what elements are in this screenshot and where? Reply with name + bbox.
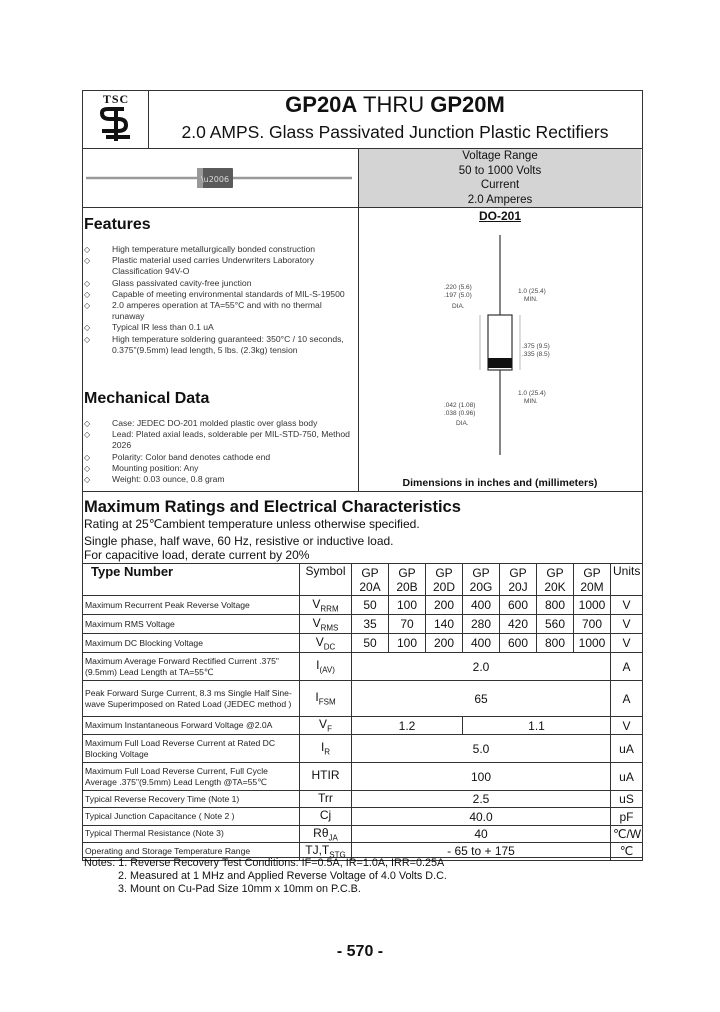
dim-body-len: .375 (9.5) bbox=[522, 343, 550, 350]
dim-body-dia: .220 (5.6) bbox=[444, 284, 472, 291]
mechanical-item: ◇ Weight: 0.03 ounce, 0.8 gram bbox=[84, 474, 356, 485]
title-thru: THRU bbox=[357, 92, 431, 117]
type-number-header: Type Number bbox=[83, 564, 300, 596]
logo-divider bbox=[148, 91, 149, 148]
dim-lead-dia2: .038 (0.96) bbox=[444, 410, 476, 417]
spec-box bbox=[359, 149, 641, 207]
dim-body-len2: .335 (8.5) bbox=[522, 351, 550, 358]
dim-lead-len-b: 1.0 (25.4) bbox=[518, 390, 546, 397]
symbol-cell: $R\theta_{JA}$ bbox=[300, 825, 352, 842]
value-cell: 200 bbox=[426, 634, 463, 653]
package-drawing bbox=[460, 230, 540, 470]
dimensions-caption: Dimensions in inches and (millimeters) bbox=[402, 477, 598, 489]
unit-cell: A bbox=[611, 681, 643, 717]
mechanical-item: ◇ Lead: Plated axial leads, solderable per MIL-STD-750, Method 2026 bbox=[84, 429, 356, 451]
symbol-cell: Cj bbox=[300, 808, 352, 825]
type-col-20g: GP 20G bbox=[463, 564, 500, 596]
type-col-20d: GP 20D bbox=[426, 564, 463, 596]
symbol-cell: $V_{RRM}$ bbox=[300, 596, 352, 615]
value-cell: 560 bbox=[537, 615, 574, 634]
value-cell: 1.1 bbox=[463, 717, 611, 735]
mechanical-item: ◇ Mounting position: Any bbox=[84, 463, 356, 474]
table-row bbox=[83, 653, 643, 681]
value-cell: 70 bbox=[389, 615, 426, 634]
param-cell: Maximum Average Forward Rectified Current .375" (9.5mm) Lead Length at TA=55℃ bbox=[83, 653, 300, 681]
symbol-cell: $I_R$ bbox=[300, 735, 352, 763]
param-cell: Operating and Storage Temperature Range bbox=[83, 843, 300, 860]
table-row bbox=[83, 717, 643, 735]
features-heading: Features bbox=[84, 216, 151, 233]
value-cell: 1000 bbox=[574, 634, 611, 653]
value-cell: 400 bbox=[463, 596, 500, 615]
value-cell: 800 bbox=[537, 596, 574, 615]
diode-image bbox=[84, 160, 356, 200]
tsc-logo bbox=[84, 92, 148, 146]
value-cell: 420 bbox=[500, 615, 537, 634]
table-row bbox=[83, 681, 643, 717]
param-cell: Typical Reverse Recovery Time (Note 1) bbox=[83, 791, 300, 808]
dim-lead-dia: .042 (1.08) bbox=[444, 402, 476, 409]
value-cell: 140 bbox=[426, 615, 463, 634]
value-cell: 700 bbox=[574, 615, 611, 634]
value-cell: 40.0 bbox=[352, 808, 611, 825]
ratings-line2: Single phase, half wave, 60 Hz, resistive or inductive load. bbox=[84, 534, 394, 548]
table-row bbox=[83, 735, 643, 763]
value-cell: 5.0 bbox=[352, 735, 611, 763]
value-cell: 40 bbox=[352, 825, 611, 842]
param-cell: Maximum RMS Voltage bbox=[83, 615, 300, 634]
value-cell: - 65 to + 175 bbox=[352, 843, 611, 860]
feature-item: ◇ Glass passivated cavity-free junction bbox=[84, 278, 356, 289]
unit-cell: V bbox=[611, 615, 643, 634]
symbol-cell: Trr bbox=[300, 791, 352, 808]
symbol-cell: $V_F$ bbox=[300, 717, 352, 735]
features-list bbox=[84, 244, 356, 356]
table-row bbox=[83, 634, 643, 653]
value-cell: 600 bbox=[500, 596, 537, 615]
title-part2: GP20M bbox=[430, 92, 505, 117]
table-row bbox=[83, 808, 643, 825]
feature-item: ◇ 2.0 amperes operation at TA=55°C and with no thermal runaway bbox=[84, 300, 356, 322]
type-col-20j: GP 20J bbox=[500, 564, 537, 596]
dim-lead-len-label: MIN. bbox=[524, 296, 538, 303]
mechanical-heading: Mechanical Data bbox=[84, 390, 210, 407]
mechanical-list bbox=[84, 418, 356, 485]
table-row bbox=[83, 791, 643, 808]
feature-item: ◇ High temperature soldering guaranteed: 350°C / 10 seconds, 0.375"(9.5mm) lead length, 5 lbs. (2.3kg) tension bbox=[84, 334, 356, 356]
unit-cell: pF bbox=[611, 808, 643, 825]
ratings-table bbox=[82, 563, 643, 861]
param-cell: Peak Forward Surge Current, 8.3 ms Single Half Sine-wave Superimposed on Rated Load (JEDEC method ) bbox=[83, 681, 300, 717]
ratings-line3: For capacitive load, derate current by 20% bbox=[84, 548, 310, 562]
symbol-cell: $V_{RMS}$ bbox=[300, 615, 352, 634]
value-cell: 100 bbox=[352, 763, 611, 791]
note-2: 2. Measured at 1 MHz and Applied Reverse Voltage of 4.0 Volts D.C. bbox=[118, 869, 447, 882]
param-cell: Maximum Full Load Reverse Current, Full Cycle Average .375"(9.5mm) Lead Length @TA=55℃ bbox=[83, 763, 300, 791]
table-row bbox=[83, 825, 643, 842]
value-cell: 600 bbox=[500, 634, 537, 653]
mechanical-item: ◇ Case: JEDEC DO-201 molded plastic over glass body bbox=[84, 418, 356, 429]
feature-item: ◇ Plastic material used carries Underwriters Laboratory Classification 94V-O bbox=[84, 255, 356, 277]
svg-text:\u2006: \u2006 bbox=[200, 175, 230, 184]
value-cell: 200 bbox=[426, 596, 463, 615]
dim-lead-len: 1.0 (25.4) bbox=[518, 288, 546, 295]
type-col-20b: GP 20B bbox=[389, 564, 426, 596]
dim-body-dia-label: DIA. bbox=[452, 303, 465, 310]
value-cell: 50 bbox=[352, 634, 389, 653]
page-subtitle: 2.0 AMPS. Glass Passivated Junction Plastic Rectifiers bbox=[181, 122, 609, 142]
value-cell: 2.0 bbox=[352, 653, 611, 681]
param-cell: Maximum Recurrent Peak Reverse Voltage bbox=[83, 596, 300, 615]
ratings-heading: Maximum Ratings and Electrical Characteristics bbox=[84, 498, 461, 516]
dim-lead-len-b-label: MIN. bbox=[524, 398, 538, 405]
logo-text: TSC bbox=[102, 92, 130, 106]
param-cell: Maximum Instantaneous Forward Voltage @2.0A bbox=[83, 717, 300, 735]
spec-divider bbox=[82, 207, 642, 208]
value-cell: 100 bbox=[389, 634, 426, 653]
value-cell: 1000 bbox=[574, 596, 611, 615]
symbol-cell: $I_{FSM}$ bbox=[300, 681, 352, 717]
spec-line3: Current bbox=[480, 179, 520, 191]
package-name: DO-201 bbox=[478, 209, 522, 223]
value-cell: 50 bbox=[352, 596, 389, 615]
symbol-cell: $V_{DC}$ bbox=[300, 634, 352, 653]
feature-item: ◇ Capable of meeting environmental standards of MIL-S-19500 bbox=[84, 289, 356, 300]
unit-cell: ℃/W bbox=[611, 825, 643, 842]
unit-cell: uA bbox=[611, 763, 643, 791]
spec-line2: 50 to 1000 Volts bbox=[458, 164, 542, 177]
note-3: 3. Mount on Cu-Pad Size 10mm x 10mm on P.C.B. bbox=[118, 882, 361, 895]
unit-cell: A bbox=[611, 653, 643, 681]
unit-cell: ℃ bbox=[611, 843, 643, 860]
symbol-cell: HTIR bbox=[300, 763, 352, 791]
unit-cell: V bbox=[611, 596, 643, 615]
units-header: Units bbox=[611, 564, 643, 596]
notes bbox=[84, 857, 447, 895]
value-cell: 2.5 bbox=[352, 791, 611, 808]
type-col-20m: GP 20M bbox=[574, 564, 611, 596]
tsc-logo-icon bbox=[96, 107, 136, 143]
table-header-row bbox=[83, 564, 643, 596]
param-cell: Typical Junction Capacitance ( Note 2 ) bbox=[83, 808, 300, 825]
spec-line4: 2.0 Amperes bbox=[467, 193, 533, 206]
table-row bbox=[83, 763, 643, 791]
unit-cell: V bbox=[611, 717, 643, 735]
value-cell: 280 bbox=[463, 615, 500, 634]
param-cell: Maximum DC Blocking Voltage bbox=[83, 634, 300, 653]
value-cell: 400 bbox=[463, 634, 500, 653]
title-part1: GP20A bbox=[285, 92, 358, 117]
mechanical-item: ◇ Polarity: Color band denotes cathode end bbox=[84, 452, 356, 463]
note-1: Notes: 1. Reverse Recovery Test Conditions: IF=0.5A, IR=1.0A, IRR=0.25A bbox=[84, 857, 445, 869]
param-cell: Maximum Full Load Reverse Current at Rated DC Blocking Voltage bbox=[83, 735, 300, 763]
section-divider bbox=[82, 491, 642, 492]
value-cell: 100 bbox=[389, 596, 426, 615]
dim-lead-dia-label: DIA. bbox=[456, 420, 469, 427]
value-cell: 65 bbox=[352, 681, 611, 717]
unit-cell: uS bbox=[611, 791, 643, 808]
value-cell: 35 bbox=[352, 615, 389, 634]
feature-item: ◇ Typical IR less than 0.1 uA bbox=[84, 322, 356, 333]
unit-cell: uA bbox=[611, 735, 643, 763]
type-col-20k: GP 20K bbox=[537, 564, 574, 596]
page-title bbox=[150, 92, 640, 118]
type-col-20a: GP 20A bbox=[352, 564, 389, 596]
symbol-cell: $I_{(AV)}$ bbox=[300, 653, 352, 681]
value-cell: 800 bbox=[537, 634, 574, 653]
value-cell: 1.2 bbox=[352, 717, 463, 735]
unit-cell: V bbox=[611, 634, 643, 653]
table-row bbox=[83, 596, 643, 615]
table-row bbox=[83, 615, 643, 634]
feature-item: ◇ High temperature metallurgically bonded construction bbox=[84, 244, 356, 255]
spec-line1: Voltage Range bbox=[462, 150, 538, 162]
ratings-line1: Rating at 25℃ambient temperature unless otherwise specified. bbox=[84, 517, 420, 531]
dim-body-dia2: .197 (5.0) bbox=[444, 292, 472, 299]
symbol-header: Symbol bbox=[300, 564, 352, 596]
param-cell: Typical Thermal Resistance (Note 3) bbox=[83, 825, 300, 842]
symbol-cell: $TJ,T_{STG}$ bbox=[300, 843, 352, 860]
page-number: - 570 - bbox=[336, 943, 384, 960]
